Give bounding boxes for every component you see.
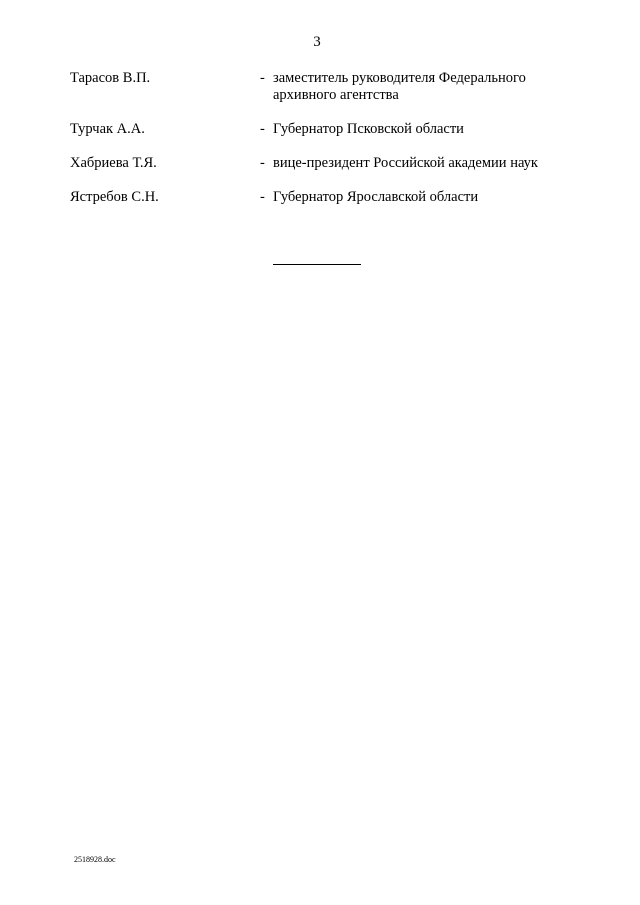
page-number: 3 (313, 34, 321, 50)
member-row (70, 121, 570, 138)
member-row (70, 70, 570, 104)
member-name: Тарасов В.П. (70, 70, 151, 86)
member-dash: - (260, 155, 265, 171)
member-dash: - (260, 189, 265, 205)
member-role: Губернатор Ярославской области (273, 189, 479, 205)
member-dash: - (260, 121, 265, 137)
member-name: Ястребов С.Н. (70, 189, 159, 205)
member-role: заместитель руководителя Федерального архивного агентства (273, 70, 526, 103)
document-filename: 2518928.doc (74, 855, 116, 864)
member-row (70, 189, 570, 206)
member-role: вице-президент Российской академии наук (273, 155, 538, 171)
member-list (70, 70, 570, 223)
member-role: Губернатор Псковской области (273, 121, 464, 137)
member-dash: - (260, 70, 265, 86)
member-name: Хабриева Т.Я. (70, 155, 157, 171)
member-row (70, 155, 570, 172)
end-of-list-rule (273, 264, 361, 265)
member-name: Турчак А.А. (70, 121, 145, 137)
